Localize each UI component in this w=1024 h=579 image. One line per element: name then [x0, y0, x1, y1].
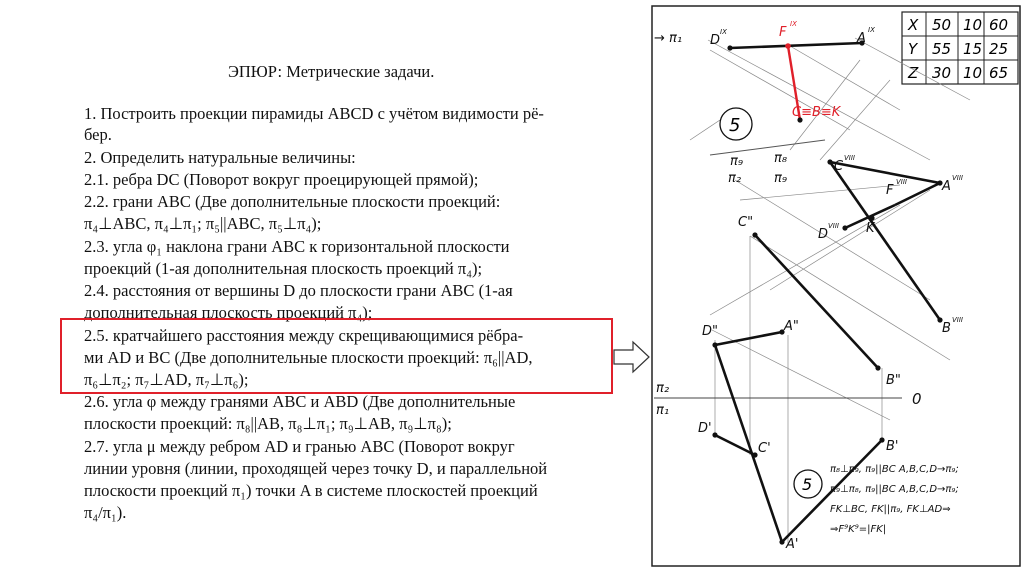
label-pi1: π₁	[656, 403, 670, 418]
note-line: FK⊥BC, FK||π₉, FK⊥AD⇒	[830, 504, 951, 515]
label-F8: F	[886, 183, 894, 198]
label-C1: C'	[758, 441, 771, 456]
label-pi8: π₈	[774, 151, 788, 166]
coords-table	[902, 12, 1018, 84]
task-line: плоскости проекций: π₈||AB, π₈⊥π₁; π₉⊥AB, π₉⊥π₈);	[84, 414, 452, 433]
label-B2: B"	[886, 373, 901, 388]
label-sup: VIII	[952, 316, 963, 324]
table-cell: 15	[963, 40, 983, 58]
step-badge-top	[720, 108, 752, 140]
task-line: 2.4. расстояния от вершины D до плоскости грани ABC (1-ая	[84, 281, 513, 300]
table-axis: Z	[908, 64, 919, 82]
label-D1: D'	[698, 421, 712, 436]
drawing-panel	[650, 0, 1024, 574]
label-sup: VIII	[844, 154, 855, 162]
label-C2: C"	[738, 215, 754, 230]
document-title: ЭПЮР: Метрические задачи.	[228, 62, 435, 81]
label-A9: A	[857, 31, 866, 46]
top-arrow-label: → π₁	[654, 31, 683, 46]
note-line: π₈⊥π₉, π₉||BC A,B,C,D→π₉;	[830, 464, 959, 475]
label-sup: IX	[720, 28, 727, 36]
table-cell: 50	[932, 16, 952, 34]
step-badge-bottom	[794, 470, 822, 498]
label-D9: D	[710, 33, 721, 48]
task-line: π₆⊥π₂; π₇⊥AD, π₇⊥π₆);	[84, 370, 249, 389]
label-D2: D"	[702, 324, 718, 339]
right-arrow-icon	[613, 340, 651, 374]
task-line: 2.2. грани ABC (Две дополнительные плоскости проекций:	[84, 192, 501, 211]
task-line: π₄/π₁).	[84, 503, 127, 522]
label-K8: K	[866, 221, 875, 236]
label-C8: C	[834, 159, 844, 174]
table-cell: 30	[932, 64, 952, 82]
label-B8: B	[942, 321, 951, 336]
label-sup: IX	[868, 26, 875, 34]
table-cell: 10	[963, 16, 983, 34]
task-line: 2.1. ребра DC (Поворот вокруг проецирующей прямой);	[84, 170, 479, 189]
table-cell: 60	[989, 16, 1009, 34]
label-B1: B'	[886, 439, 899, 454]
label-pi2a: π₂	[728, 171, 742, 186]
table-cell: 65	[989, 64, 1009, 82]
label-sup: VIII	[828, 222, 839, 230]
task-line: π₄⊥ABC, π₄⊥π₁; π₅||ABC, π₅⊥π₄);	[84, 214, 322, 233]
label-sup: VIII	[952, 174, 963, 182]
label-axis-0: 0	[912, 390, 922, 408]
task-line: 2.5. кратчайшего расстояния между скрещивающимися рёбра-	[84, 326, 524, 345]
task-line: дополнительная плоскость проекций π₄);	[84, 303, 373, 322]
label-C9B9K9: C≡B≡K	[792, 105, 841, 120]
note-line: ⇒F⁹K⁹=|FK|	[830, 524, 887, 535]
highlight-frame	[60, 318, 613, 394]
task-line: 1. Построить проекции пирамиды ABCD с учётом видимости рё-	[84, 104, 544, 123]
red-point-F9	[785, 43, 791, 49]
task-line: проекций (1-ая дополнительная плоскость проекций π₄);	[84, 259, 483, 278]
task-line: 2. Определить натуральные величины:	[84, 148, 356, 167]
label-D8: D	[818, 227, 829, 242]
axis-pi9-pi8	[710, 140, 825, 155]
label-A2: A"	[784, 319, 799, 334]
svg-text:5: 5	[802, 475, 813, 494]
table-cell: 10	[963, 64, 983, 82]
table-axis: X	[908, 16, 919, 34]
task-line: линии уровня (линии, проходящей через точку D, и параллельной	[84, 459, 548, 478]
label-A1: A'	[786, 537, 799, 552]
note-line: π₉⊥π₈, π₉||BC A,B,C,D→π₉;	[830, 484, 959, 495]
svg-text:5: 5	[729, 115, 741, 136]
label-sup: IX	[790, 20, 797, 28]
task-line: бер.	[84, 125, 112, 144]
table-cell: 25	[989, 40, 1009, 58]
task-line: ми AD и BC (Две дополнительные плоскости проекций: π₆||AD,	[84, 348, 533, 367]
task-line: 2.7. угла μ между ребром AD и гранью ABC (Поворот вокруг	[84, 437, 515, 456]
table-axis: Y	[908, 40, 918, 58]
epure-drawing	[650, 0, 1024, 574]
label-A8: A	[942, 179, 951, 194]
label-pi9b: π₉	[774, 171, 788, 186]
label-sup: VIII	[896, 178, 907, 186]
task-line: плоскости проекций π₁) точки A в системе плоскостей проекций	[84, 481, 538, 500]
notes-block	[830, 464, 959, 535]
drawing-frame	[652, 6, 1020, 566]
label-F9: F	[779, 25, 787, 40]
table-cell: 55	[932, 40, 952, 58]
task-line: 2.6. угла φ между гранями ABC и ABD (Две дополнительные	[84, 392, 516, 411]
label-pi9: π₉	[730, 154, 744, 169]
task-line: 2.3. угла φ₁ наклона грани ABC к горизонтальной плоскости	[84, 237, 510, 256]
label-pi2: π₂	[656, 381, 670, 396]
